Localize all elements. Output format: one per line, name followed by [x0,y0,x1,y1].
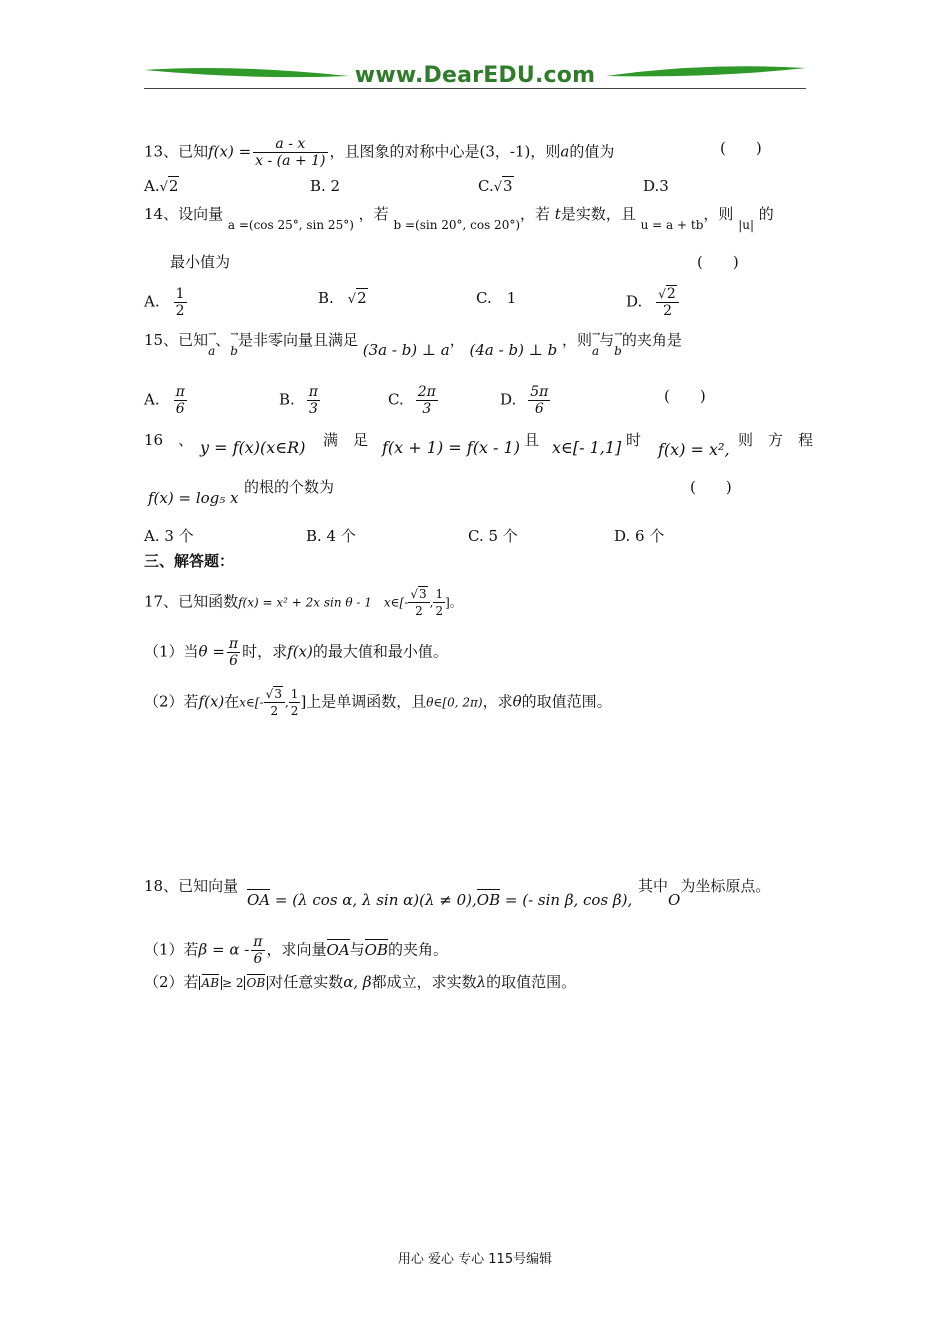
q15-option-c: C. $\frac{2\pi}{3}$ [388,384,436,417]
q18-part2: （2）若 AB ≥ 2 OB 对任意实数α, β都成立，求实数λ的取值范围。 [144,973,577,991]
site-logo[interactable]: www.DearEDU.com [354,63,596,88]
q13-tail: 的值为 [569,142,615,161]
q16-t5: 的根的个数为 [244,478,335,496]
q14-u-def: u = a + tb [640,218,704,232]
q13-option-c: C.√3 [478,177,513,195]
q13-paren: ( ) [720,139,762,157]
q13-option-d: D.3 [643,177,669,195]
q14-b-def: b =(sin 20°, cos 20°) [393,218,521,232]
q15-option-b: B. $\frac{\pi}{3}$ [279,384,318,417]
q14-paren: ( ) [697,253,739,271]
header-rule [144,88,806,89]
q18-lead: 18、已知向量 [144,877,239,895]
q16-option-a: A. 3 个 [144,527,194,545]
q17-line: 17、已知函数f(x) = x² + 2x sin θ - 1 x∈[- $\frac{√3}{2}$ , $\frac{1}{2}$ ]。 [144,587,462,618]
q14-a-def: a =(cos 25°, sin 25°) [227,218,354,232]
q16-expr2: f(x + 1) = f(x - 1) [382,438,520,457]
q18-tail: 其中O为坐标原点。 [638,877,771,909]
q14-option-a: A. $\frac{1}{2}$ [144,286,185,319]
q16-expr5: f(x) = log₅ x [148,489,239,507]
q14-lead: 14、设向量 [144,205,224,223]
q18-oa-def: OA = (λ cos α, λ sin α)(λ ≠ 0),OB = (- sin β, cos β), [247,891,633,909]
page-header [144,60,806,94]
q15-a: → a [208,341,215,361]
q14-option-d: D. $\frac{√2}{2}$ [626,286,681,319]
q13-num: a - x [253,136,327,153]
q16-expr3: x∈[- 1,1] [552,438,622,457]
q16-t1: 满 足 [323,431,369,449]
q14-line2: 最小值为 [170,253,231,271]
q15-b: → b [230,341,238,361]
q13-option-b: B. 2 [310,177,341,195]
section-title: 三、解答题： [144,552,235,570]
q15-option-a: A. $\frac{\pi}{6}$ [144,384,185,417]
q14-option-c: C. 1 [476,289,517,307]
page-footer: 用心 爱心 专心 115号编辑 [397,1252,553,1267]
q17-part2: （2）若f(x)在x∈[- $\frac{√3}{2}$ , $\frac{1}{2}$ ]上是单调函数，且θ∈[0, 2π)，求θ的取值范围。 [144,687,612,718]
q16-t3: 时 [626,431,642,449]
q15-paren: ( ) [664,387,706,405]
q15-option-d: D. $\frac{5\pi}{6}$ [500,384,549,417]
q15-cond2: (4a - b) ⊥ b [469,341,558,359]
q13-fx: f(x) = [208,142,252,161]
q14-abs-u: |u| [738,218,755,232]
q16-t2: 且 [524,431,540,449]
q14-line: 14、设向量 $_{a =(cos 25^\circ, sin 25^\circ)}$ ，若 $_{b =(sin 20^\circ, cos 20^\circ)}$，若 t是实数，且 $_{u = a + tb}$，则 $_{|u|}$ 的 [144,205,774,232]
q16-lead: 16 、 [144,431,194,449]
q13-lead: 13、已知 [144,142,209,161]
q13-text: ，且图象的对称中心是(3，-1)，则 [329,142,561,161]
q13-option-a: A.√2 [144,177,179,195]
q16-option-c: C. 5 个 [468,527,518,545]
q13-var: a [560,142,570,161]
q13-fraction [253,136,327,169]
q16-expr1: y = f(x)(x∈R) [200,438,306,457]
q17-part1: （1）当θ = $\frac{\pi}{6}$ 时，求f(x)的最大值和最小值。 [144,636,448,669]
q16-expr4: f(x) = x², [658,440,730,459]
q16-option-d: D. 6 个 [614,527,665,545]
q14-option-b: B. √2 [318,289,367,307]
q15-cond1: (3a - b) ⊥ a [362,341,450,359]
q13-line [144,136,614,169]
q16-paren: ( ) [690,478,732,496]
q16-t4: 则 方 程 [738,431,814,449]
q14-t: t [554,205,561,223]
q13-den: x - (a + 1) [255,153,326,169]
q15-line: 15、已知→ a、→ b是非零向量且满足 (3a - b) ⊥ a， (4a - b) ⊥ b ，则→ a与→ b的夹角是 [144,330,682,351]
q18-part1: （1）若β = α - $\frac{\pi}{6}$ ，求向量OA与OB的夹角。 [144,934,449,967]
q16-option-b: B. 4 个 [306,527,356,545]
q17-expr: f(x) = x² + 2x sin θ - 1 x∈[- [238,595,409,610]
